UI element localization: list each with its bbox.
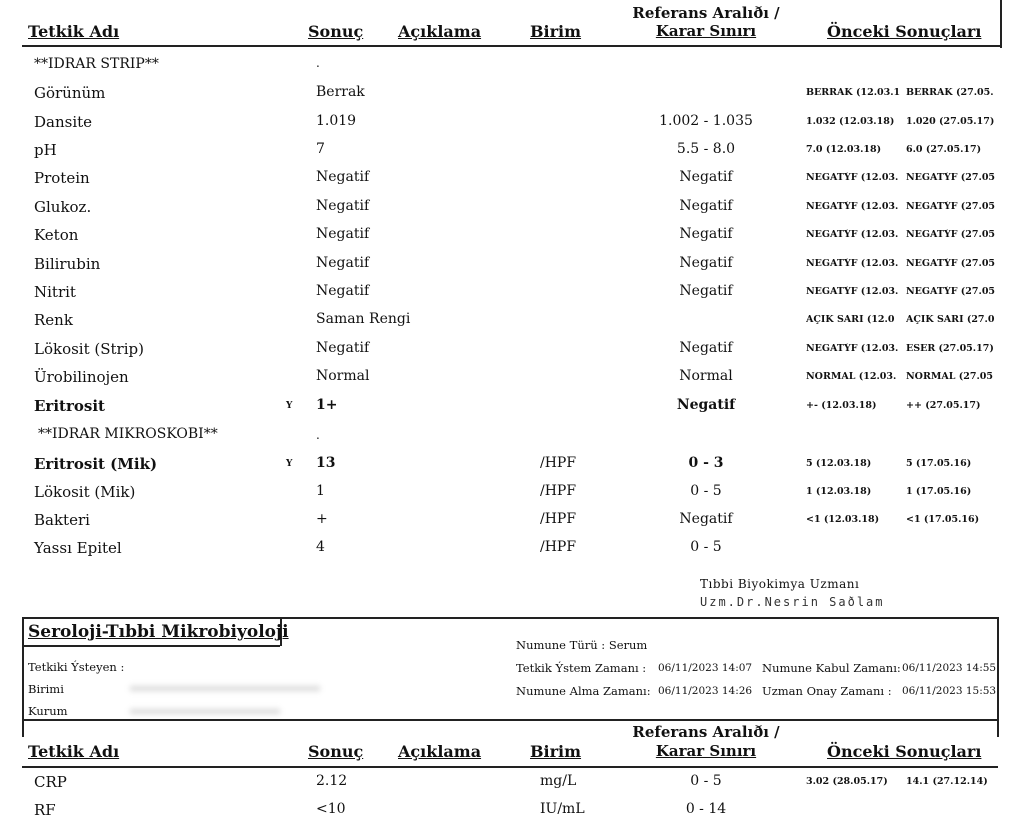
row-ref: Negatif	[679, 198, 733, 214]
t2-row-ref: 0 - 5	[690, 773, 722, 789]
accept-time-label: Numune Kabul Zamanı:	[762, 661, 901, 675]
unit-label: Birimi	[28, 682, 64, 696]
header-test-name: Tetkik Adı	[28, 22, 120, 41]
row-prev1: NEGATÝF (12.03.	[806, 229, 899, 240]
row-name: pH	[34, 141, 57, 159]
row-name: Yassı Epitel	[34, 539, 122, 557]
row-ref: 1.002 - 1.035	[659, 113, 753, 129]
row-name: Eritrosit	[34, 397, 105, 415]
signature-title: Tıbbi Biyokimya Uzmanı	[700, 577, 860, 591]
row-unit: /HPF	[540, 511, 577, 527]
row-unit: /HPF	[540, 455, 577, 471]
row-name: Glukoz.	[34, 198, 92, 216]
row-prev2: 6.0 (27.05.17)	[906, 144, 982, 155]
t2-row-name: CRP	[34, 773, 67, 791]
t2-header-result: Sonuç	[308, 742, 364, 761]
row-unit: /HPF	[540, 539, 577, 555]
row-result: Normal	[316, 368, 370, 384]
row-ref: Normal	[679, 368, 733, 384]
row-result: 7	[316, 141, 325, 157]
row-prev2: 1.020 (27.05.17)	[906, 116, 995, 127]
row-name: Lökosit (Strip)	[34, 340, 144, 358]
row-prev1: NORMAL (12.03.	[806, 371, 897, 382]
header-result: Sonuç	[308, 22, 364, 41]
row-name: Renk	[34, 311, 73, 329]
row-prev2: 1 (17.05.16)	[906, 486, 972, 497]
row-result: Negatif	[316, 255, 370, 271]
section-urine-strip-dot: .	[316, 56, 320, 70]
row-ref: 5.5 - 8.0	[676, 141, 736, 157]
t2-row-name: RF	[34, 801, 56, 819]
row-result: Negatif	[316, 169, 370, 185]
row-prev2: 5 (17.05.16)	[906, 458, 972, 469]
row-name: Bakteri	[34, 511, 90, 529]
t2-header-reference-line2: Karar Sınırı	[655, 742, 757, 760]
redacted-institution	[130, 709, 280, 714]
sample-time-label: Numune Alma Zamanı:	[516, 684, 651, 698]
signature-name: Uzm.Dr.Nesrin Saðlam	[700, 595, 885, 609]
row-prev2: NEGATÝF (27.05	[906, 286, 996, 297]
row-prev1: 5 (12.03.18)	[806, 458, 872, 469]
row-result: Negatif	[316, 226, 370, 242]
row-result: Negatif	[316, 340, 370, 356]
row-prev2: <1 (17.05.16)	[906, 514, 980, 525]
row-ref: Negatif	[679, 511, 733, 527]
t2-header-previous-results: Önceki Sonuçları	[827, 742, 982, 761]
t2-row-result: 2.12	[316, 773, 348, 789]
header-reference-line1: Referans Aralıðı /	[632, 4, 780, 22]
row-ref: 0 - 5	[690, 483, 722, 499]
row-ref: Negatif	[679, 340, 733, 356]
row-prev1: NEGATÝF (12.03.	[806, 286, 899, 297]
requester-label: Tetkiki Ýsteyen :	[28, 660, 125, 674]
row-prev1: NEGATÝF (12.03.	[806, 172, 899, 183]
row-result: 1.019	[316, 113, 357, 129]
approve-time: 06/11/2023 15:53	[902, 685, 997, 697]
row-name: Keton	[34, 226, 79, 244]
redacted-unit	[130, 686, 320, 691]
section-urine-microscopy-dot: .	[316, 428, 320, 442]
row-name: Ürobilinojen	[34, 368, 129, 386]
row-prev1: 1.032 (12.03.18)	[806, 116, 895, 127]
header-description: Açıklama	[398, 22, 482, 41]
t2-header-unit: Birim	[530, 742, 582, 761]
row-name: Bilirubin	[34, 255, 101, 273]
institution-label: Kurum	[28, 704, 68, 718]
row-result: Saman Rengi	[316, 311, 411, 327]
row-prev2: NEGATÝF (27.05	[906, 229, 996, 240]
t2-row-unit: IU/mL	[540, 801, 585, 817]
row-prev2: AÇIK SARI (27.0	[906, 314, 995, 325]
row-ref: Negatif	[679, 169, 733, 185]
row-prev2: BERRAK (27.05.	[906, 87, 994, 98]
row-prev1: 7.0 (12.03.18)	[806, 144, 882, 155]
section-title: Seroloji-Tıbbi Mikrobiyoloji	[28, 622, 289, 642]
t2-row-unit: mg/L	[540, 773, 577, 789]
request-time: 06/11/2023 14:07	[658, 662, 753, 674]
t2-row-ref: 0 - 14	[685, 801, 727, 817]
row-result: +	[316, 511, 328, 527]
header-reference-line2: Karar Sınırı	[655, 22, 757, 40]
row-prev2: NEGATÝF (27.05	[906, 201, 996, 212]
request-time-label: Tetkik Ýstem Zamanı :	[516, 661, 647, 675]
row-ref: Negatif	[679, 255, 733, 271]
row-result: 4	[316, 539, 325, 555]
t2-header-test-name: Tetkik Adı	[28, 742, 120, 761]
approve-time-label: Uzman Onay Zamanı :	[762, 684, 892, 698]
row-prev2: ESER (27.05.17)	[906, 343, 994, 354]
row-ref: 0 - 3	[688, 455, 724, 471]
row-ref: Negatif	[679, 283, 733, 299]
row-name: Lökosit (Mik)	[34, 483, 136, 501]
row-prev2: NEGATÝF (27.05	[906, 258, 996, 269]
row-name: Görünüm	[34, 84, 106, 102]
t2-header-description: Açıklama	[398, 742, 482, 761]
row-ref: 0 - 5	[690, 539, 722, 555]
sample-type: Numune Türü : Serum	[516, 638, 648, 652]
row-prev1: NEGATÝF (12.03.	[806, 258, 899, 269]
row-prev1: <1 (12.03.18)	[806, 514, 880, 525]
row-prev1: AÇIK SARI (12.0	[806, 314, 895, 325]
row-result: 1	[316, 483, 325, 499]
row-name: Dansite	[34, 113, 93, 131]
row-name: Nitrit	[34, 283, 76, 301]
accept-time: 06/11/2023 14:55	[902, 662, 997, 674]
row-result: 13	[316, 455, 336, 471]
row-prev1: NEGATÝF (12.03.	[806, 343, 899, 354]
row-flag: Y	[286, 401, 293, 411]
row-result: Negatif	[316, 283, 370, 299]
row-prev1: 1 (12.03.18)	[806, 486, 872, 497]
row-result: Negatif	[316, 198, 370, 214]
row-flag: Y	[286, 459, 293, 469]
row-ref: Negatif	[679, 226, 733, 242]
row-result: Berrak	[316, 84, 365, 100]
row-prev2: NEGATÝF (27.05	[906, 172, 996, 183]
t2-row-prev1: 3.02 (28.05.17)	[806, 776, 888, 787]
row-name: Protein	[34, 169, 90, 187]
row-prev1: NEGATÝF (12.03.	[806, 201, 899, 212]
row-unit: /HPF	[540, 483, 577, 499]
sample-time: 06/11/2023 14:26	[658, 685, 753, 697]
section-urine-microscopy: **IDRAR MIKROSKOBI**	[38, 426, 218, 442]
row-ref: Negatif	[676, 397, 736, 413]
row-name: Eritrosit (Mik)	[34, 455, 158, 473]
header-previous-results: Önceki Sonuçları	[827, 22, 982, 41]
row-prev1: +- (12.03.18)	[806, 400, 877, 411]
t2-row-result: <10	[316, 801, 346, 817]
row-prev2: NORMAL (27.05	[906, 371, 993, 382]
header-unit: Birim	[530, 22, 582, 41]
t2-row-prev2: 14.1 (27.12.14)	[906, 776, 988, 787]
row-prev2: ++ (27.05.17)	[906, 400, 981, 411]
row-result: 1+	[316, 397, 338, 413]
t2-header-reference-line1: Referans Aralıðı /	[632, 723, 780, 741]
row-prev1: BERRAK (12.03.1	[806, 87, 901, 98]
section-urine-strip: **IDRAR STRIP**	[34, 56, 159, 72]
